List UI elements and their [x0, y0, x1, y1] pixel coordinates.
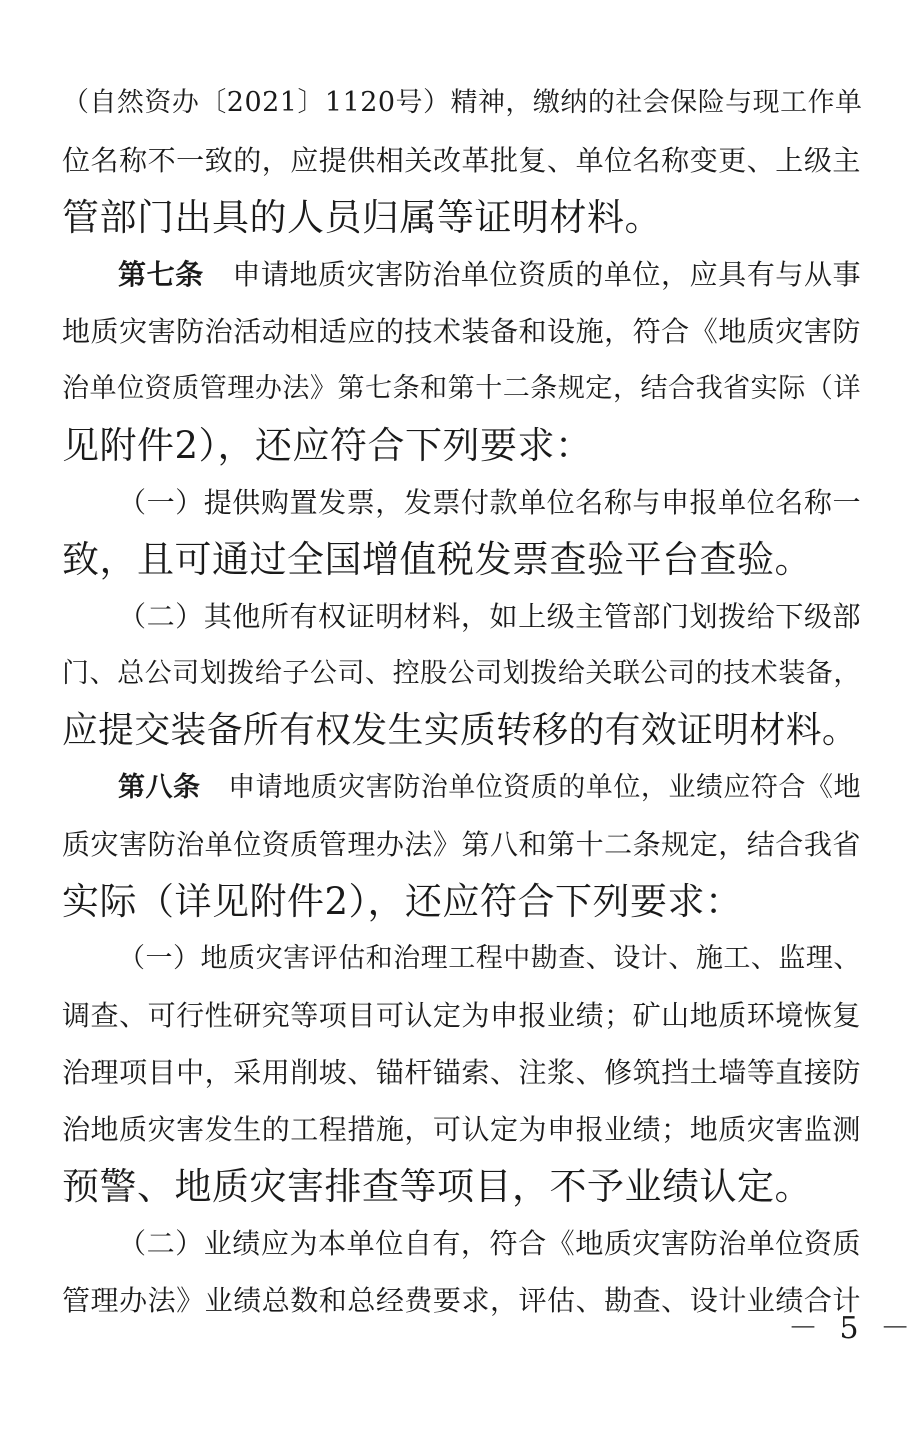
paragraph-line: （一）地质灾害评估和治理工程中勘查、设计、施工、监理、 [118, 943, 861, 974]
paragraph-text: 申请地质灾害防治单位资质的单位，应具有与从事 [232, 258, 862, 291]
article-8-heading: 第八条 [118, 772, 201, 803]
page-number: － 5 － [788, 1311, 917, 1346]
paragraph-line: 预警、地质灾害排查等项目，不予业绩认定。 [62, 1165, 812, 1208]
paragraph-line: 致，且可通过全国增值税发票查验平台查验。 [62, 538, 812, 581]
paragraph-line: 地质灾害防治活动相适应的技术装备和设施，符合《地质灾害防 [62, 315, 861, 348]
paragraph-line: 治理项目中，采用削坡、锚杆锚索、注浆、修筑挡土墙等直接防 [62, 1056, 861, 1089]
paragraph-line: 治单位资质管理办法》第七条和第十二条规定，结合我省实际（详 [62, 373, 861, 404]
paragraph-line: 管理办法》业绩总数和总经费要求，评估、勘查、设计业绩合计 [62, 1284, 861, 1317]
paragraph-line: （自然资办〔2021〕1120号）精神，缴纳的社会保险与现工作单 [62, 87, 863, 118]
paragraph-line: 管部门出具的人员归属等证明材料。 [62, 196, 662, 239]
paragraph-line: 治地质灾害发生的工程措施，可认定为申报业绩；地质灾害监测 [62, 1113, 861, 1146]
article-7-heading: 第七条 [118, 258, 204, 291]
paragraph-line: 见附件2），还应符合下列要求： [62, 424, 593, 467]
paragraph-line: （二）业绩应为本单位自有，符合《地质灾害防治单位资质 [118, 1227, 862, 1260]
article-7-line [118, 254, 861, 296]
paragraph-line: 应提交装备所有权发生实质转移的有效证明材料。 [62, 710, 859, 751]
paragraph-line: 门、总公司划拨给子公司、控股公司划拨给关联公司的技术装备， [62, 658, 861, 689]
paragraph-line: 实际（详见附件2），还应符合下列要求： [62, 880, 743, 923]
paragraph-line: （二）其他所有权证明材料，如上级主管部门划拨给下级部 [118, 600, 862, 633]
paragraph-line: 质灾害防治单位资质管理办法》第八和第十二条规定，结合我省 [62, 828, 861, 861]
paragraph-line: 调查、可行性研究等项目可认定为申报业绩；矿山地质环境恢复 [62, 999, 861, 1032]
paragraph-line: 位名称不一致的，应提供相关改革批复、单位名称变更、上级主 [62, 144, 861, 177]
paragraph-text: 申请地质灾害防治单位资质的单位，业绩应符合《地 [228, 772, 861, 803]
paragraph-line: （一）提供购置发票，发票付款单位名称与申报单位名称一 [118, 486, 862, 519]
article-8-line [118, 767, 861, 809]
